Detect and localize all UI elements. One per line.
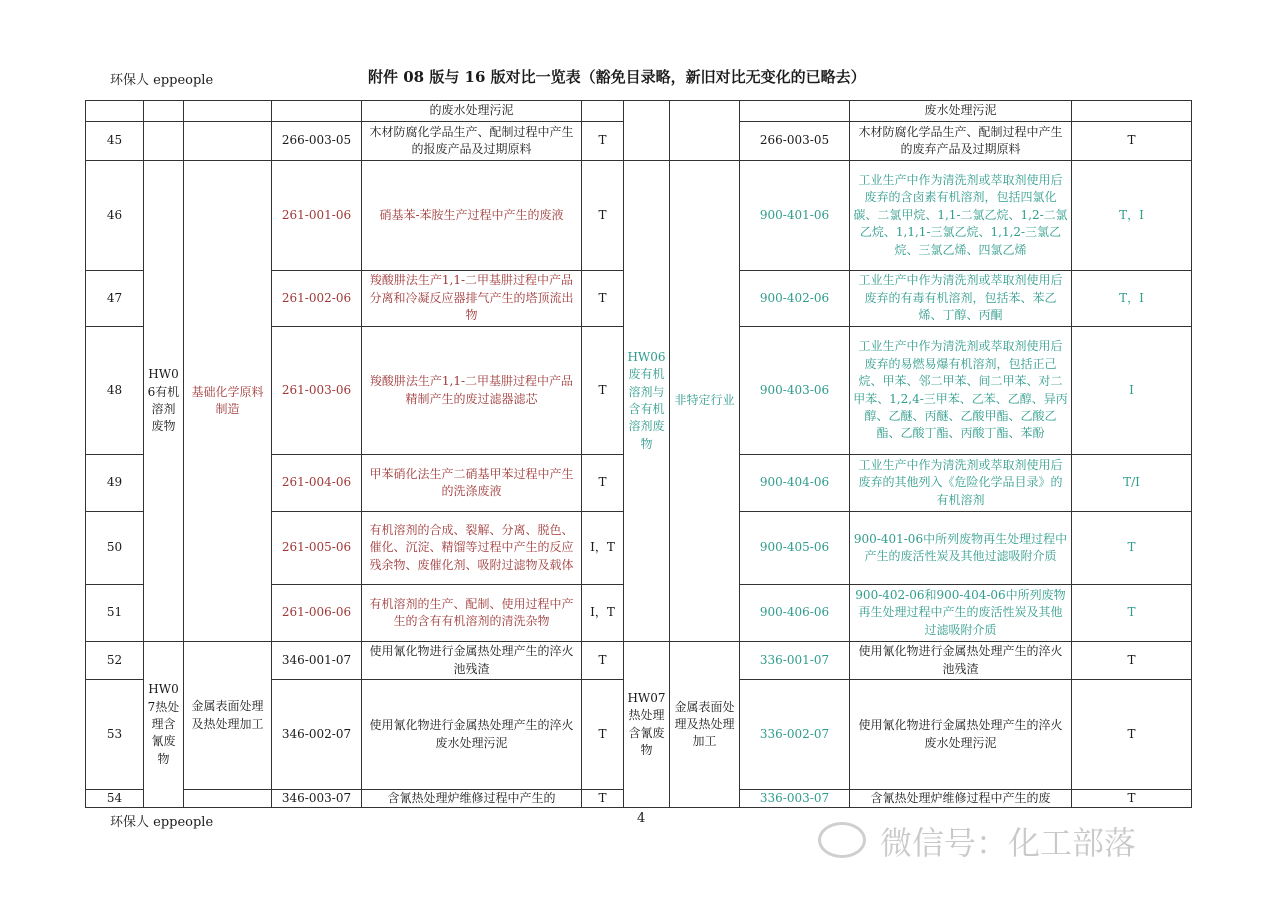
old-characteristic-cell: T [582,642,624,680]
old-code-cell: 261-002-06 [272,271,362,327]
old-description-cell: 含氰热处理炉维修过程中产生的 [362,790,582,808]
new-code-cell: 900-406-06 [740,585,850,642]
row-number: 54 [86,790,144,808]
page-title: 附件 08 版与 16 版对比一览表（豁免目录略，新旧对比无变化的已略去） [368,68,866,86]
new-characteristic-cell: T，I [1072,271,1192,327]
header-publisher: 环保人 eppeople [110,73,214,88]
new-category-cell: HW07热处理含氰废物 [624,642,670,808]
old-code-cell: 261-001-06 [272,161,362,271]
old-characteristic-cell: T [582,161,624,271]
new-description-cell: 工业生产中作为清洗剂或萃取剂使用后废弃的易燃易爆有机溶剂，包括正己烷、甲苯、邻二甲苯、间二甲苯、对二甲苯、1,2,4-三甲苯、乙苯、乙醇、异丙醇、乙醚、丙醚、乙酸甲酯、乙酸乙酯、乙酸丁酯、丙酸丁酯、苯酚 [850,327,1072,455]
old-description-cell: 羧酸肼法生产1,1-二甲基肼过程中产品分离和冷凝反应器排气产生的塔顶流出物 [362,271,582,327]
row-number: 51 [86,585,144,642]
old-description-cell: 有机溶剂的生产、配制、使用过程中产生的含有有机溶剂的清洗杂物 [362,585,582,642]
new-industry-cell: 非特定行业 [670,161,740,642]
new-characteristic-cell: T [1072,512,1192,585]
old-description-cell: 硝基苯-苯胺生产过程中产生的废液 [362,161,582,271]
new-category-cell: HW06废有机溶剂与含有机溶剂废物 [624,161,670,642]
old-code-cell: 346-003-07 [272,790,362,808]
row-number: 50 [86,512,144,585]
old-characteristic-cell: I，T [582,585,624,642]
old-description-cell: 甲苯硝化法生产二硝基甲苯过程中产生的洗涤废液 [362,455,582,512]
new-code-cell: 336-002-07 [740,680,850,790]
new-description-cell: 工业生产中作为清洗剂或萃取剂使用后废弃的含卤素有机溶剂，包括四氯化碳、二氯甲烷、1,1-二氯乙烷、1,2-二氯乙烷、1,1,1-三氯乙烷、1,1,2-三氯乙烷、三氯乙烯、四氯乙烯 [850,161,1072,271]
old-characteristic-cell: I，T [582,512,624,585]
new-description-cell: 900-402-06和900-404-06中所列废物再生处理过程中产生的废活性炭及其他过滤吸附介质 [850,585,1072,642]
old-code-cell: 261-003-06 [272,327,362,455]
old-code-cell: 266-003-05 [272,122,362,161]
row-number: 45 [86,122,144,161]
new-code-cell: 266-003-05 [740,122,850,161]
new-code-cell: 900-402-06 [740,271,850,327]
comparison-table [85,100,1192,808]
new-characteristic-cell: T [1072,790,1192,808]
new-characteristic-cell: T [1072,585,1192,642]
old-industry-cell: 基础化学原料制造 [184,161,272,642]
old-characteristic-cell: T [582,271,624,327]
old-category-cell: HW06有机溶剂废物 [144,161,184,642]
new-description-cell: 含氰热处理炉维修过程中产生的废 [850,790,1072,808]
new-description-cell: 废水处理污泥 [850,101,1072,122]
page-number: 4 [637,811,646,826]
new-description-cell: 使用氰化物进行金属热处理产生的淬火池残渣 [850,642,1072,680]
table-row [86,101,1192,122]
new-description-cell: 工业生产中作为清洗剂或萃取剂使用后废弃的有毒有机溶剂，包括苯、苯乙烯、丁醇、丙酮 [850,271,1072,327]
row-number: 46 [86,161,144,271]
new-characteristic-cell: T/I [1072,455,1192,512]
new-description-cell: 900-401-06中所列废物再生处理过程中产生的废活性炭及其他过滤吸附介质 [850,512,1072,585]
new-code-cell: 900-405-06 [740,512,850,585]
table-row [86,642,1192,680]
new-industry-cell: 金属表面处理及热处理加工 [670,642,740,808]
old-description-cell: 使用氰化物进行金属热处理产生的淬火废水处理污泥 [362,680,582,790]
old-characteristic-cell: T [582,327,624,455]
new-description-cell: 工业生产中作为清洗剂或萃取剂使用后废弃的其他列入《危险化学品目录》的有机溶剂 [850,455,1072,512]
old-code-cell: 261-006-06 [272,585,362,642]
new-code-cell: 900-401-06 [740,161,850,271]
new-description-cell: 木材防腐化学品生产、配制过程中产生的废弃产品及过期原料 [850,122,1072,161]
new-characteristic-cell: T，I [1072,161,1192,271]
page-header [110,66,1190,88]
new-characteristic-cell: T [1072,680,1192,790]
wechat-icon [818,822,866,858]
new-code-cell: 336-001-07 [740,642,850,680]
old-characteristic-cell: T [582,455,624,512]
new-code-cell: 900-403-06 [740,327,850,455]
watermark-text: 微信号：化工部落 [880,824,1137,862]
row-number: 49 [86,455,144,512]
old-characteristic-cell: T [582,680,624,790]
old-characteristic-cell: T [582,790,624,808]
watermark [818,818,1248,864]
new-code-cell: 336-003-07 [740,790,850,808]
old-characteristic-cell: T [582,122,624,161]
row-number: 48 [86,327,144,455]
old-category-cell: HW07热处理含氰废物 [144,642,184,808]
table-row [86,161,1192,271]
row-number: 53 [86,680,144,790]
footer-publisher: 环保人 eppeople [110,815,214,830]
old-industry-cell: 金属表面处理及热处理加工 [184,642,272,790]
row-number: 47 [86,271,144,327]
old-description-cell: 羧酸肼法生产1,1-二甲基肼过程中产品精制产生的废过滤器滤芯 [362,327,582,455]
old-description-cell: 木材防腐化学品生产、配制过程中产生的报废产品及过期原料 [362,122,582,161]
old-description-cell: 的废水处理污泥 [362,101,582,122]
old-code-cell: 261-004-06 [272,455,362,512]
old-code-cell: 346-002-07 [272,680,362,790]
old-code-cell: 261-005-06 [272,512,362,585]
new-characteristic-cell: T [1072,642,1192,680]
new-code-cell: 900-404-06 [740,455,850,512]
old-description-cell: 有机溶剂的合成、裂解、分离、脱色、催化、沉淀、精馏等过程中产生的反应残余物、废催化剂、吸附过滤物及载体 [362,512,582,585]
new-characteristic-cell: I [1072,327,1192,455]
old-code-cell: 346-001-07 [272,642,362,680]
old-description-cell: 使用氰化物进行金属热处理产生的淬火池残渣 [362,642,582,680]
row-number: 52 [86,642,144,680]
new-description-cell: 使用氰化物进行金属热处理产生的淬火废水处理污泥 [850,680,1072,790]
new-characteristic-cell: T [1072,122,1192,161]
